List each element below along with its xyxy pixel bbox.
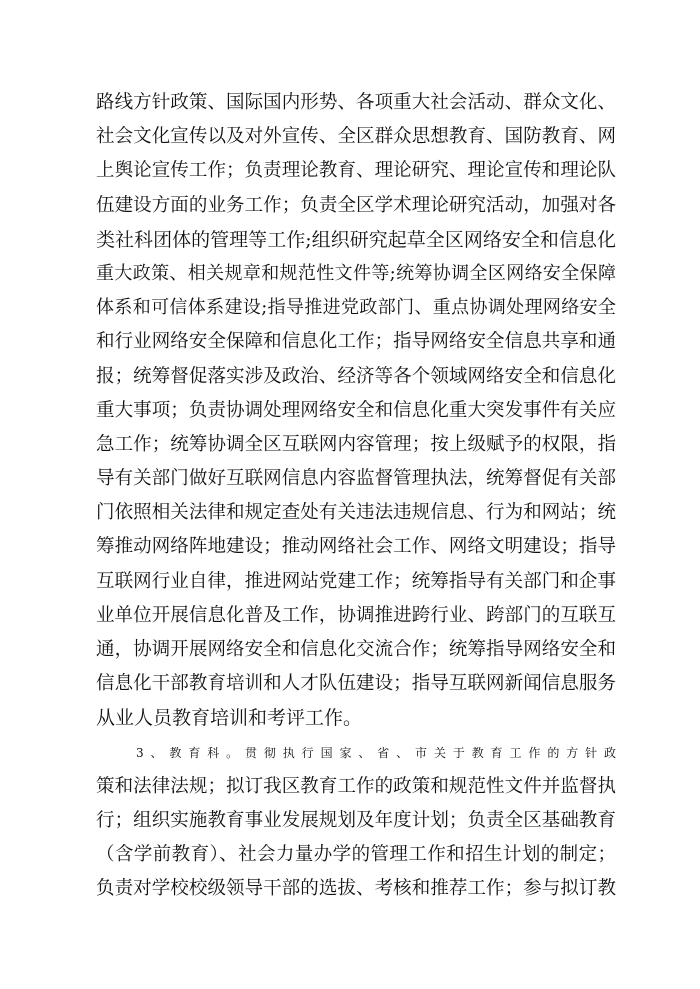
text-line: 急工作；统筹协调全区互联网内容管理；按上级赋予的权限，指	[96, 433, 616, 455]
text-line: 重大政策、相关规章和规范性文件等;统筹协调全区网络安全保障	[96, 262, 616, 284]
text-line: 策和法律法规；拟订我区教育工作的政策和规范性文件并监督执	[96, 775, 616, 797]
text-line: 通，协调开展网络安全和信息化交流合作；统筹指导网络安全和	[96, 639, 616, 660]
text-line: 筹推动网络阵地建设；推动网络社会工作、网络文明建设；指导	[96, 536, 616, 558]
text-line: 负责对学校校级领导干部的选拔、考核和推荐工作；参与拟订教	[96, 878, 616, 900]
paragraph-education	[96, 736, 616, 907]
text-line: 行；组织实施教育事业发展规划及年度计划；负责全区基础教育	[96, 809, 616, 831]
paragraph-continued	[96, 86, 616, 736]
text-line: 从业人员教育培训和考评工作。	[96, 707, 363, 730]
text-line: （含学前教育）、社会力量办学的管理工作和招生计划的制定；	[96, 844, 616, 866]
text-line: 路线方针政策、国际国内形势、各项重大社会活动、群众文化、	[96, 92, 616, 113]
text-line: 3、教育科。贯彻执行国家、省、市关于教育工作的方针政	[136, 745, 616, 760]
text-line: 导有关部门做好互联网信息内容监督管理执法，统筹督促有关部	[96, 468, 616, 490]
text-line: 类社科团体的管理等工作;组织研究起草全区网络安全和信息化	[96, 228, 616, 251]
text-line: 伍建设方面的业务工作；负责全区学术理论研究活动，加强对各	[96, 194, 616, 216]
body-text	[96, 86, 616, 907]
text-line: 报；统筹督促落实涉及政治、经济等各个领域网络安全和信息化	[96, 365, 616, 387]
text-line: 重大事项；负责协调处理网络安全和信息化重大突发事件有关应	[96, 399, 616, 421]
text-line: 和行业网络安全保障和信息化工作；指导网络安全信息共享和通	[96, 331, 616, 353]
text-line: 业单位开展信息化普及工作，协调推进跨行业、跨部门的互联互	[96, 604, 616, 626]
text-line: 门依照相关法律和规定查处有关违法违规信息、行为和网站；统	[96, 502, 616, 524]
text-line: 互联网行业自律，推进网站党建工作；统筹指导有关部门和企事	[96, 570, 616, 592]
text-line: 体系和可信体系建设;指导推进党政部门、重点协调处理网络安全	[96, 297, 616, 319]
text-line: 上舆论宣传工作；负责理论教育、理论研究、理论宣传和理论队	[96, 160, 616, 182]
text-line: 信息化干部教育培训和人才队伍建设；指导互联网新闻信息服务	[96, 673, 616, 695]
text-line: 社会文化宣传以及对外宣传、全区群众思想教育、国防教育、网	[96, 126, 616, 148]
